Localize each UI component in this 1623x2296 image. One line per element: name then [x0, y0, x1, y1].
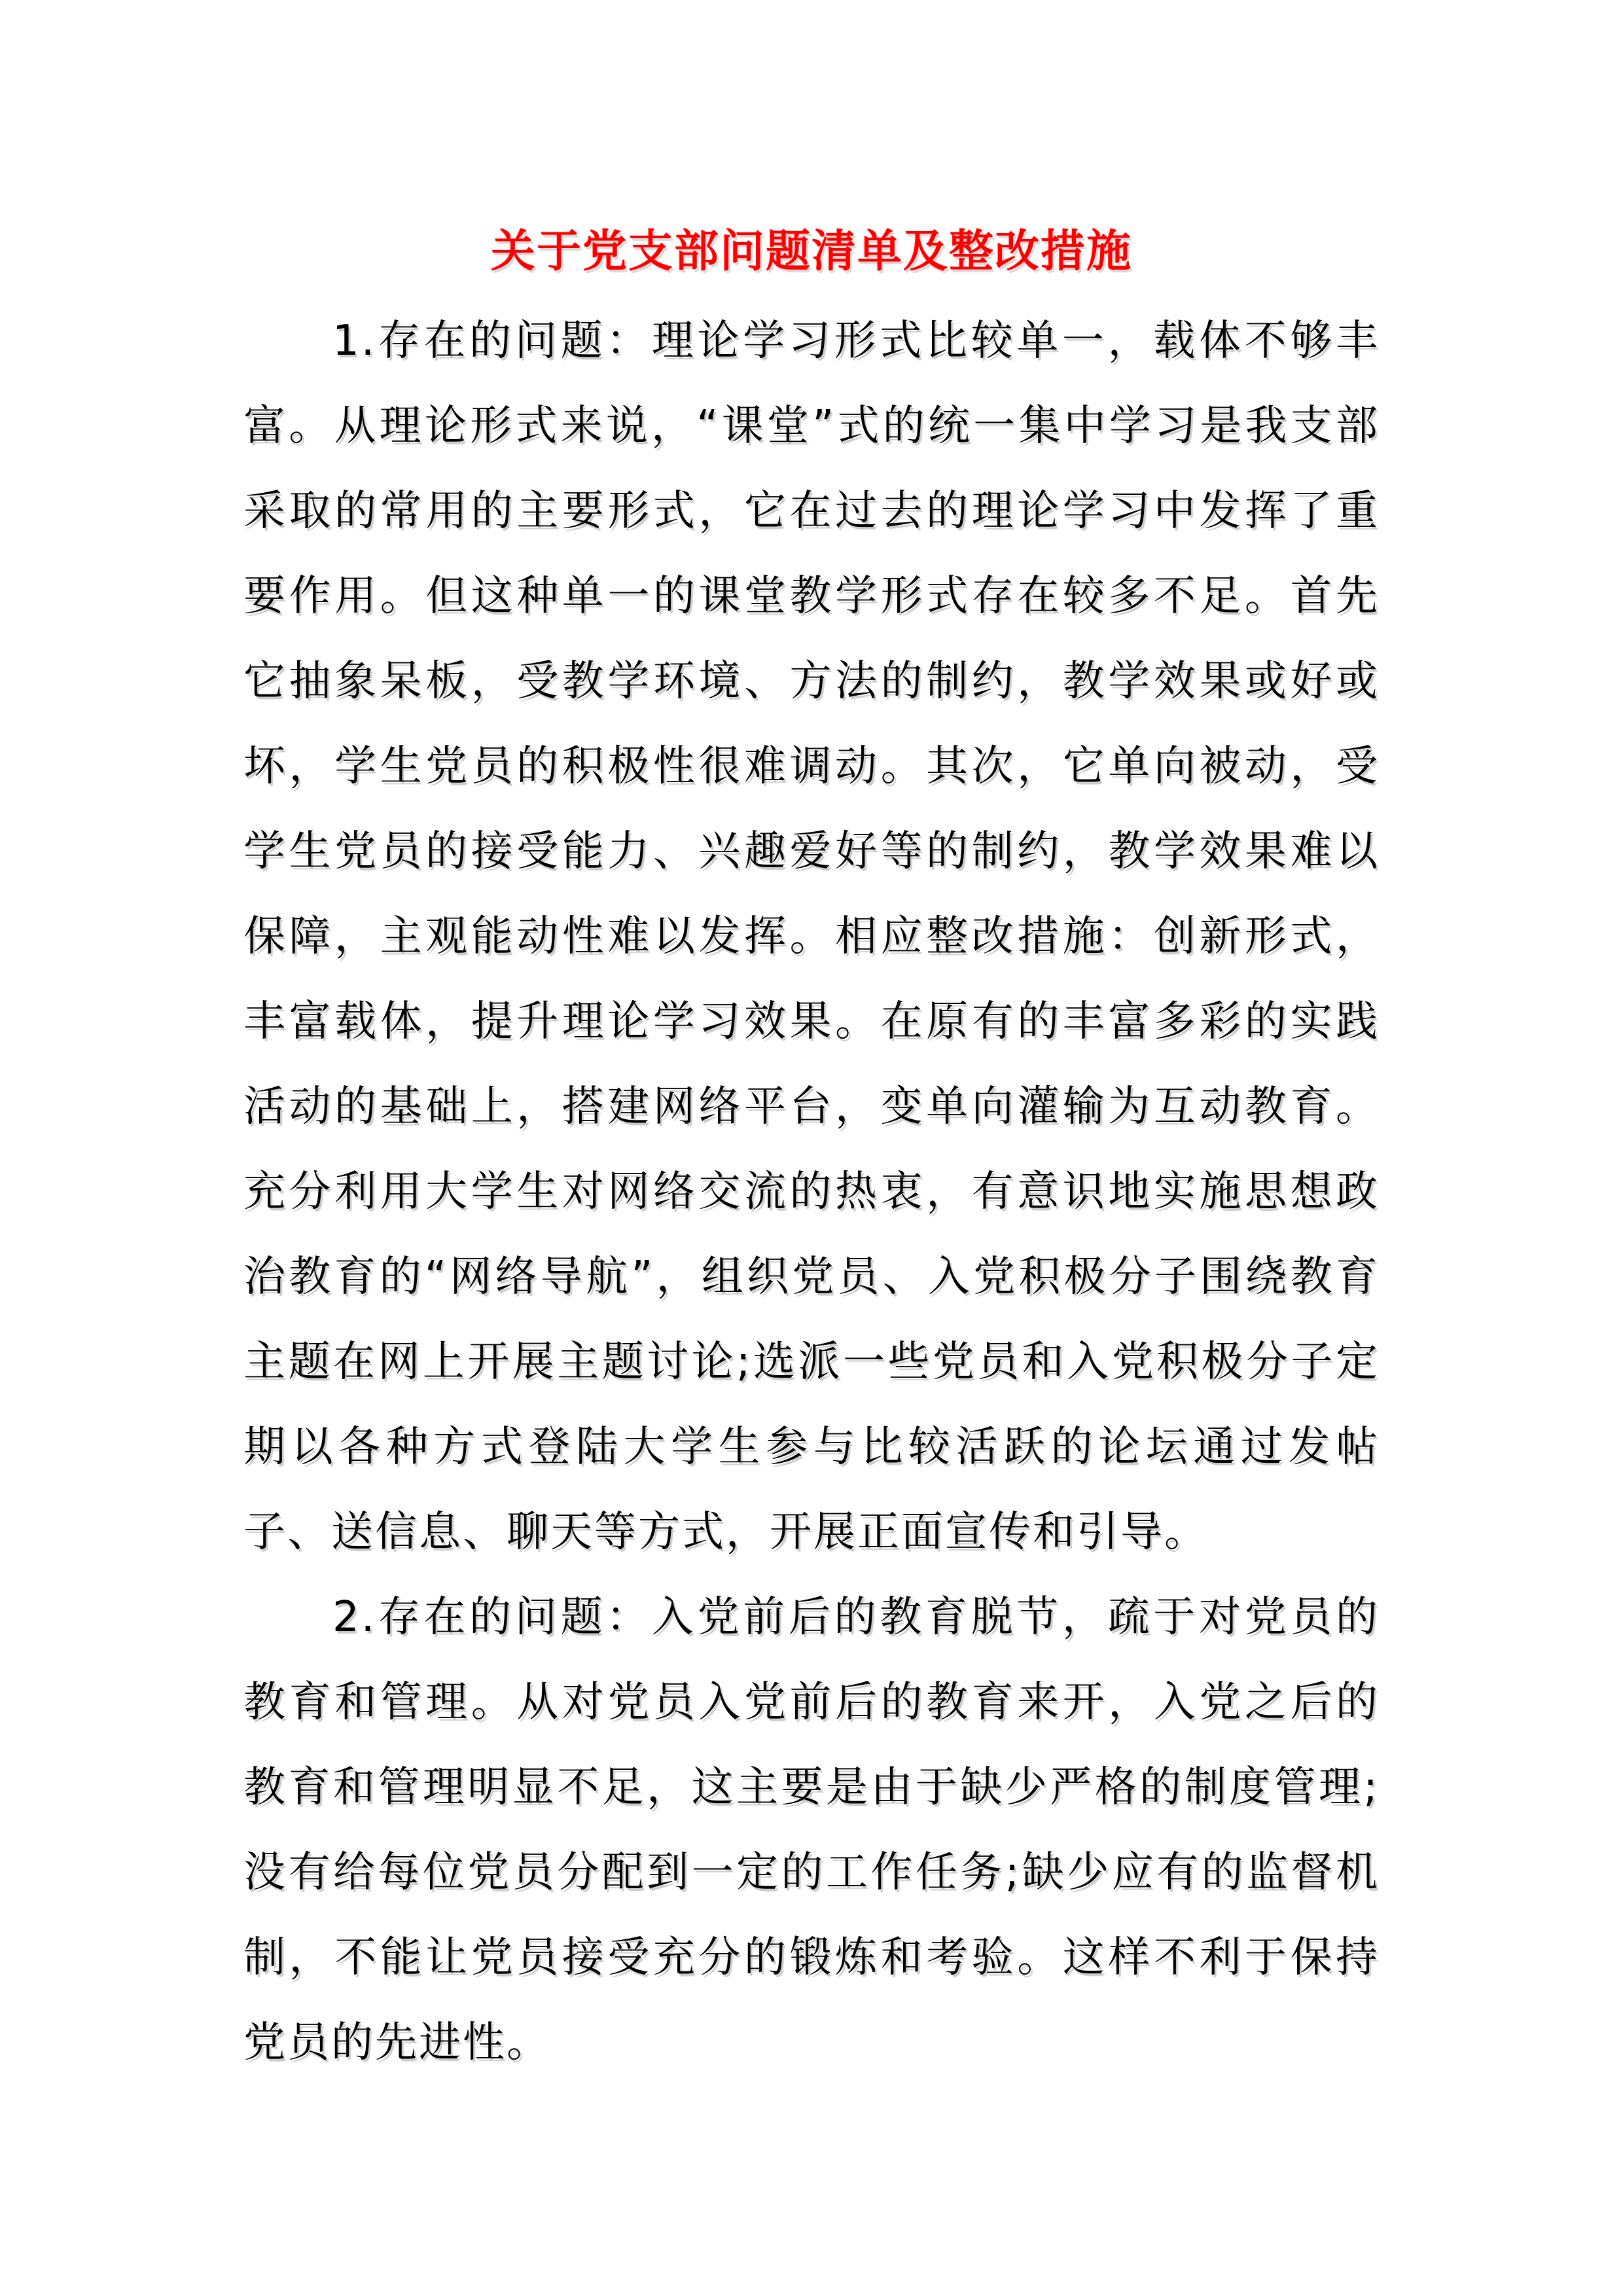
document-body — [243, 298, 1380, 2085]
paragraph: 1.存在的问题：理论学习形式比较单一，载体不够丰富。从理论形式来说，“课堂”式的统一集中学习是我支部采取的常用的主要形式，它在过去的理论学习中发挥了重要作用。但这种单一的课堂教学形式存在较多不足。首先它抽象呆板，受教学环境、方法的制约，教学效果或好或坏，学生党员的积极性很难调动。其次，它单向被动，受学生党员的接受能力、兴趣爱好等的制约，教学效果难以保障，主观能动性难以发挥。相应整改措施：创新形式，丰富载体，提升理论学习效果。在原有的丰富多彩的实践活动的基础上，搭建网络平台，变单向灌输为互动教育。充分利用大学生对网络交流的热衷，有意识地实施思想政治教育的“网络导航”，组织党员、入党积极分子围绕教育主题在网上开展主题讨论;选派一些党员和入党积极分子定期以各种方式登陆大学生参与比较活跃的论坛通过发帖子、送信息、聊天等方式，开展正面宣传和引导。 — [243, 317, 1380, 1556]
document-title: 关于党支部问题清单及整改措施 — [490, 226, 1132, 278]
paragraph: 2.存在的问题：入党前后的教育脱节，疏于对党员的教育和管理。从对党员入党前后的教育来开，入党之后的教育和管理明显不足，这主要是由于缺少严格的制度管理;没有给每位党员分配到一定的工作任务;缺少应有的监督机制，不能让党员接受充分的锻炼和考验。这样不利于保持党员的先进性。 — [243, 1593, 1380, 2067]
